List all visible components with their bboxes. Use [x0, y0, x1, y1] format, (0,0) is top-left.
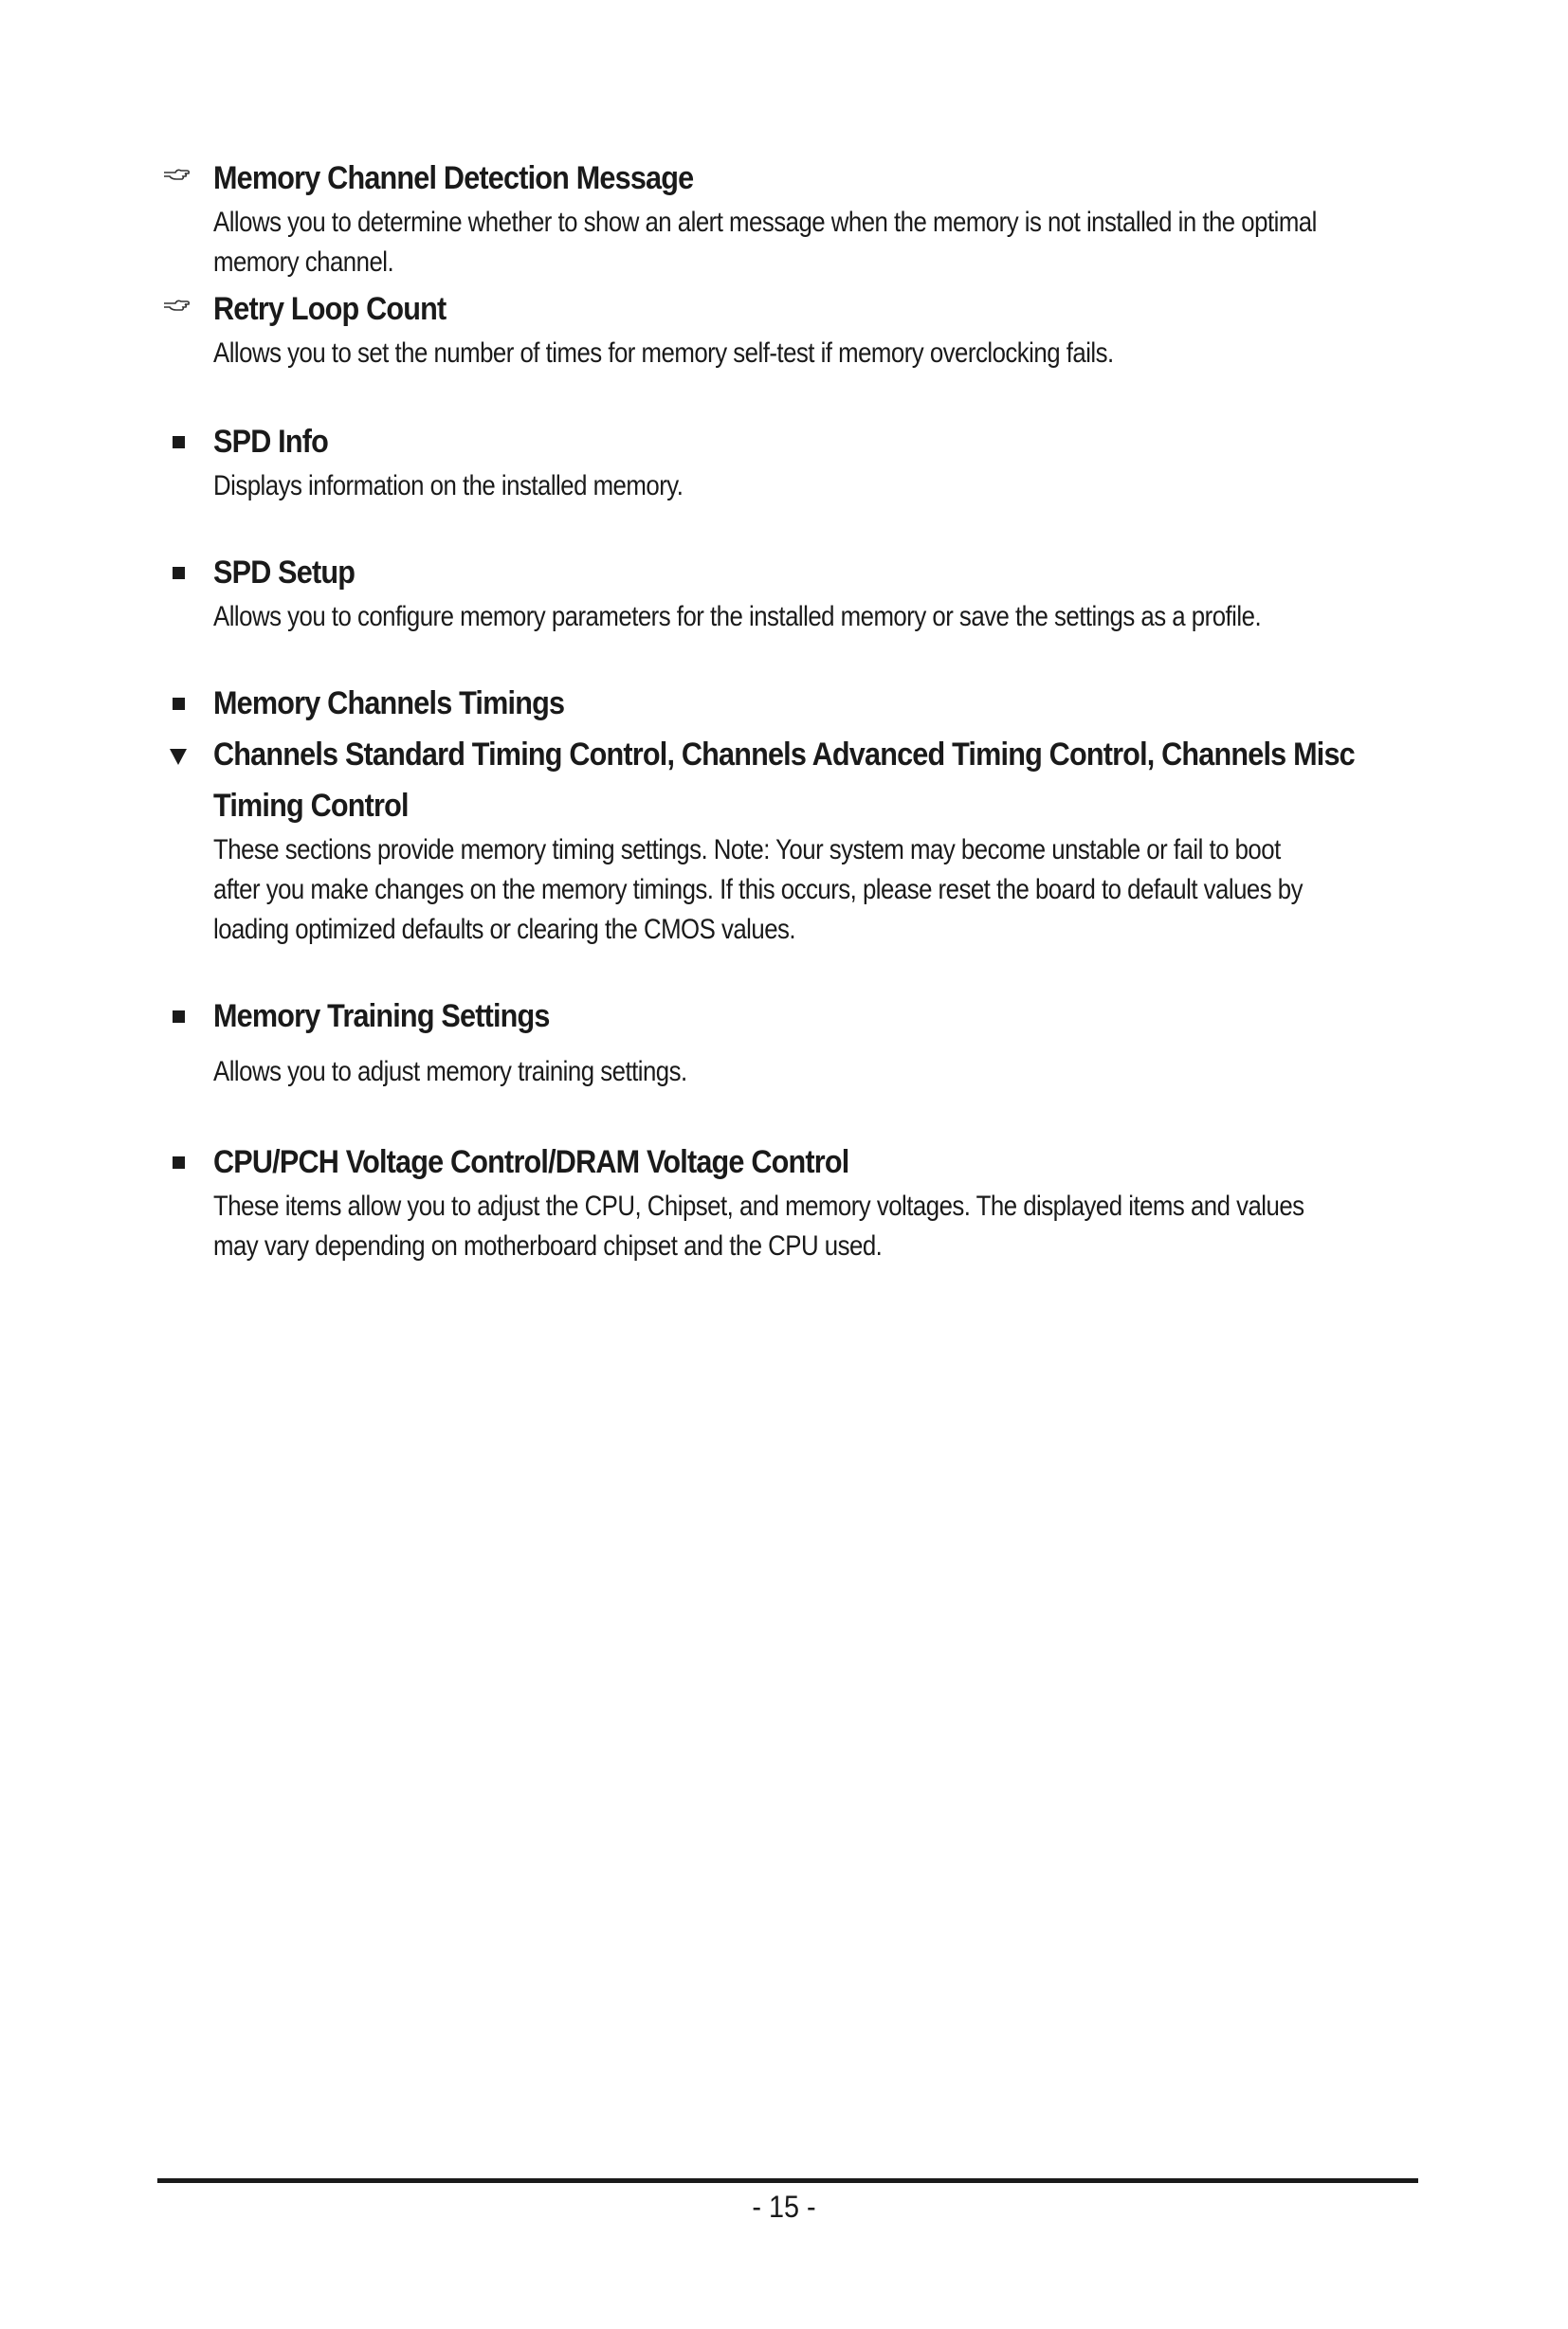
description-line: These sections provide memory timing settings. Note: Your system may become unstable or fail to boot — [213, 834, 1281, 865]
section-title: SPD Info — [213, 424, 329, 460]
triangle-bullet-icon — [157, 737, 195, 775]
description-line: Allows you to determine whether to show an alert message when the memory is not installed in the optimal — [213, 207, 1317, 238]
pointing-hand-icon — [157, 288, 195, 326]
section-title: Memory Channel Detection Message — [213, 160, 694, 196]
square-bullet-icon — [157, 554, 195, 591]
section-title: Retry Loop Count — [213, 291, 447, 327]
section-memory-training-settings — [157, 992, 1418, 1092]
section-title-line: Channels Standard Timing Control, Channels Advanced Timing Control, Channels Misc — [213, 737, 1355, 773]
section-title: SPD Setup — [213, 555, 356, 591]
pointing-hand-icon — [157, 157, 195, 195]
section-memory-channels-timings — [157, 679, 1418, 728]
description-line: memory channel. — [213, 246, 394, 278]
description-line: may vary depending on motherboard chipset and the CPU used. — [213, 1230, 883, 1262]
square-bullet-icon — [157, 684, 195, 722]
section-description — [213, 1052, 1417, 1092]
section-channels-timing-control — [157, 730, 1418, 950]
section-title-line: Timing Control — [213, 788, 409, 824]
section-description — [213, 1187, 1417, 1266]
section-title: CPU/PCH Voltage Control/DRAM Voltage Control — [213, 1144, 849, 1180]
square-bullet-icon — [157, 997, 195, 1035]
section-spd-info — [157, 417, 1418, 506]
section-memory-channel-detection-message — [157, 154, 1418, 282]
section-description — [213, 597, 1417, 637]
description-line: Allows you to adjust memory training settings. — [213, 1056, 687, 1087]
description-line: These items allow you to adjust the CPU, Chipset, and memory voltages. The displayed items and values — [213, 1191, 1304, 1222]
section-retry-loop-count — [157, 284, 1418, 373]
section-description — [213, 334, 1417, 373]
page-number: - 15 - — [752, 2190, 816, 2224]
description-line: after you make changes on the memory timings. If this occurs, please reset the board to default values by — [213, 874, 1304, 905]
description-line: Allows you to set the number of times for memory self-test if memory overclocking fails. — [213, 337, 1114, 369]
description-line: loading optimized defaults or clearing the CMOS values. — [213, 914, 796, 945]
section-description — [213, 203, 1417, 282]
description-line: Displays information on the installed memory. — [213, 470, 684, 501]
description-line: Allows you to configure memory parameters for the installed memory or save the settings as a profile. — [213, 601, 1262, 632]
square-bullet-icon — [157, 1143, 195, 1181]
section-title: Memory Channels Timings — [213, 685, 565, 721]
section-description — [213, 830, 1417, 950]
section-voltage-control — [157, 1137, 1418, 1266]
section-spd-setup — [157, 548, 1418, 637]
section-description — [213, 466, 1417, 506]
section-title: Memory Training Settings — [213, 998, 550, 1034]
square-bullet-icon — [157, 423, 195, 461]
